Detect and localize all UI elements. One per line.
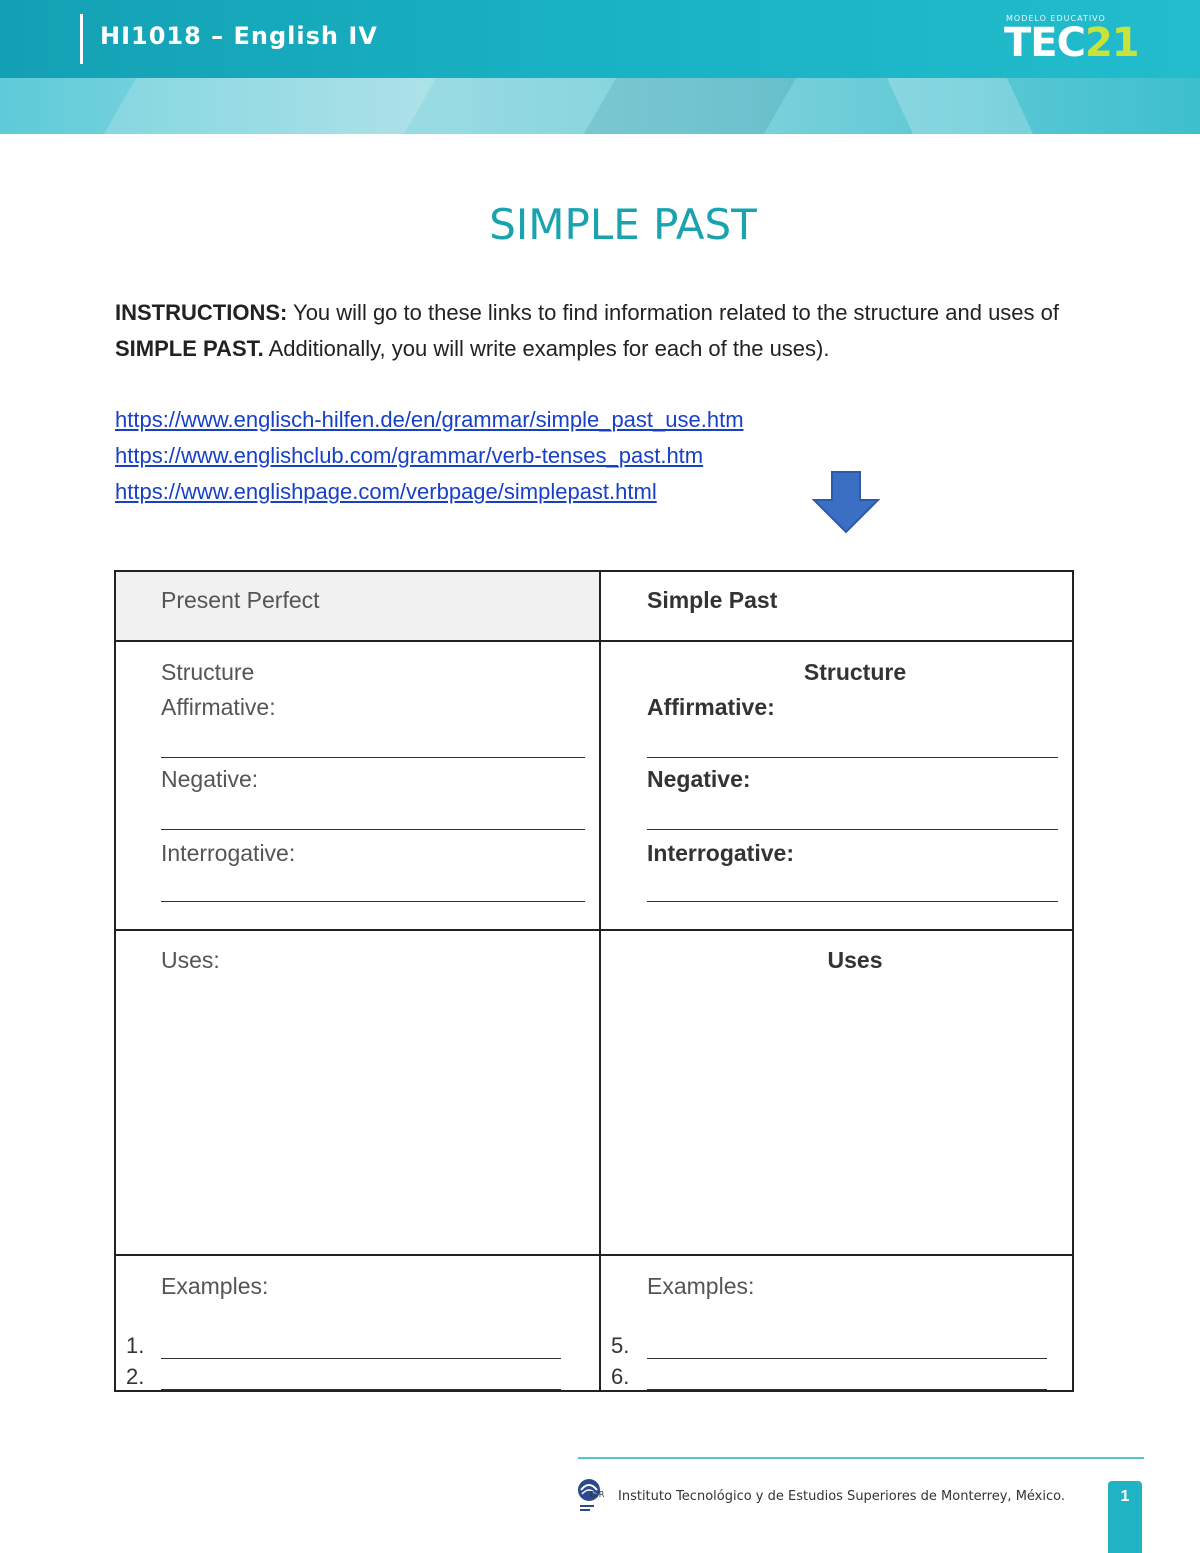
example-number: 5. (611, 1333, 630, 1358)
example-2-answer-line[interactable] (161, 1389, 561, 1390)
instructions-label: INSTRUCTIONS: (115, 300, 288, 325)
example-number: 2. (126, 1364, 145, 1389)
example-6-answer-line[interactable] (647, 1389, 1047, 1390)
example-number: 6. (611, 1364, 630, 1389)
left-uses-label: Uses: (161, 947, 220, 973)
page-number: 1 (1120, 1488, 1130, 1505)
course-title: HI1018 – English IV (100, 22, 378, 50)
link-englishpage[interactable]: https://www.englishpage.com/verbpage/simplepast.html (115, 479, 657, 504)
right-structure-label: Structure (803, 659, 907, 685)
right-affirmative-answer-line[interactable] (647, 757, 1058, 758)
right-affirmative-label: Affirmative: (647, 694, 775, 720)
instructions-text-2: Additionally, you will write examples for each of the uses). (263, 336, 830, 361)
table-row-divider (114, 929, 1074, 931)
resource-links (115, 402, 744, 510)
logo-number: 21 (1084, 20, 1139, 66)
page-title: SIMPLE PAST (489, 200, 757, 249)
tec-emblem-icon (577, 1476, 607, 1514)
tec21-logo (1004, 20, 1139, 66)
instructions-topic: SIMPLE PAST. (115, 336, 264, 361)
table-column-divider (599, 570, 601, 1392)
right-negative-answer-line[interactable] (647, 829, 1058, 830)
right-interrogative-label: Interrogative: (647, 840, 794, 866)
right-negative-label: Negative: (647, 766, 751, 792)
emblem-letters: D.R (590, 1490, 605, 1499)
down-arrow-icon (810, 470, 882, 534)
footer-rule (578, 1457, 1144, 1459)
left-structure-label: Structure (161, 659, 255, 685)
left-negative-label: Negative: (161, 766, 259, 792)
left-interrogative-answer-line[interactable] (161, 901, 585, 902)
left-examples-label: Examples: (161, 1273, 269, 1299)
left-negative-answer-line[interactable] (161, 829, 585, 830)
right-interrogative-answer-line[interactable] (647, 901, 1058, 902)
example-5-answer-line[interactable] (647, 1358, 1047, 1359)
left-affirmative-answer-line[interactable] (161, 757, 585, 758)
left-interrogative-label: Interrogative: (161, 840, 296, 866)
example-number: 1. (126, 1333, 145, 1358)
instructions-paragraph (115, 295, 1090, 367)
right-uses-label: Uses (827, 947, 883, 973)
banner-photo-strip (0, 78, 1200, 134)
left-affirmative-label: Affirmative: (161, 694, 276, 720)
present-perfect-header: Present Perfect (161, 587, 320, 613)
table-row-divider (114, 640, 1074, 642)
header-banner (0, 0, 1200, 134)
footer-institution: Instituto Tecnológico y de Estudios Superiores de Monterrey, México. (618, 1489, 1065, 1504)
instructions-text-1: You will go to these links to find information related to the structure and uses of (287, 300, 1060, 325)
example-1-answer-line[interactable] (161, 1358, 561, 1359)
right-examples-label: Examples: (647, 1273, 755, 1299)
simple-past-header: Simple Past (647, 587, 778, 613)
link-englisch-hilfen[interactable]: https://www.englisch-hilfen.de/en/grammar/simple_past_use.htm (115, 407, 744, 432)
logo-tagline: MODELO EDUCATIVO (1006, 14, 1106, 23)
link-englishclub[interactable]: https://www.englishclub.com/grammar/verb-tenses_past.htm (115, 443, 704, 468)
logo-text: TEC (1004, 20, 1085, 66)
banner-divider (80, 14, 83, 64)
table-row-divider (114, 1254, 1074, 1256)
